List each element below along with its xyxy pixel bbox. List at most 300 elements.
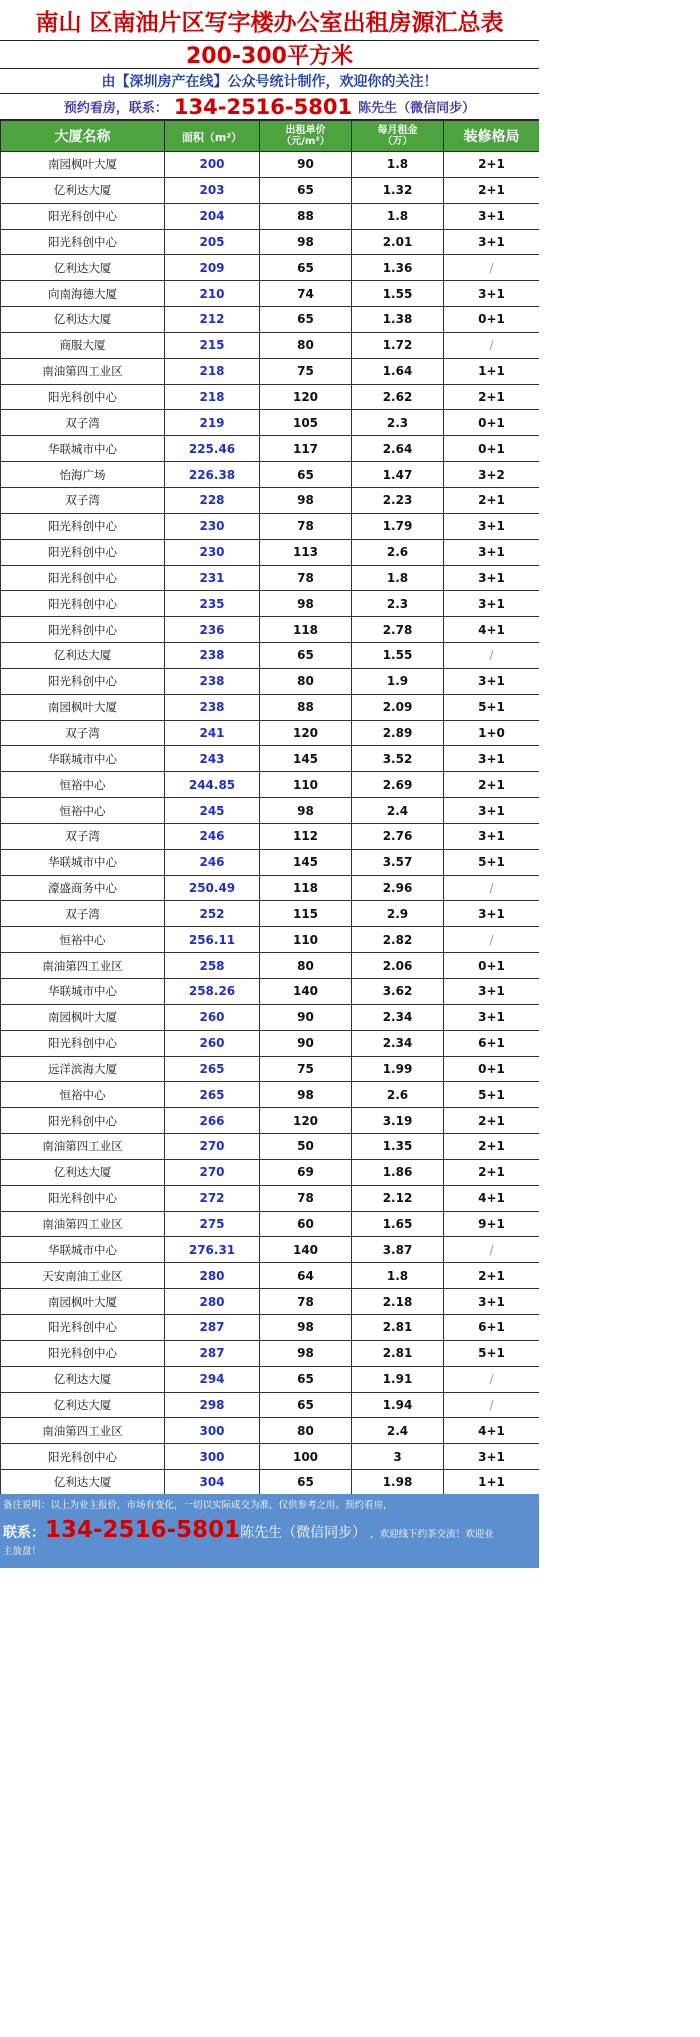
cell-rent: 1.9	[352, 668, 444, 694]
cell-area: 252	[165, 901, 260, 927]
cell-rent: 1.72	[352, 332, 444, 358]
cell-area: 203	[165, 177, 260, 203]
cell-area: 225.46	[165, 436, 260, 462]
cell-name: 华联城市中心	[1, 979, 165, 1005]
footer-contact-label: 联系：	[3, 1525, 45, 1541]
cell-price: 140	[260, 1237, 352, 1263]
cell-rent: 2.81	[352, 1314, 444, 1340]
cell-price: 110	[260, 772, 352, 798]
cell-area: 300	[165, 1444, 260, 1470]
cell-rent: 3.52	[352, 746, 444, 772]
cell-name: 恒裕中心	[1, 798, 165, 824]
cell-layout: 5+1	[444, 1340, 540, 1366]
cell-rent: 2.23	[352, 487, 444, 513]
cell-area: 218	[165, 358, 260, 384]
cell-area: 260	[165, 1030, 260, 1056]
cell-rent: 2.09	[352, 694, 444, 720]
cell-name: 阳光科创中心	[1, 384, 165, 410]
cell-price: 90	[260, 1030, 352, 1056]
cell-rent: 1.98	[352, 1470, 444, 1496]
cell-layout: 3+1	[444, 901, 540, 927]
listing-table	[0, 120, 539, 1496]
cell-area: 218	[165, 384, 260, 410]
cell-price: 98	[260, 1340, 352, 1366]
cell-layout: 2+1	[444, 384, 540, 410]
cell-name: 亿利达大厦	[1, 177, 165, 203]
cell-name: 双子湾	[1, 410, 165, 436]
cell-rent: 3.62	[352, 979, 444, 1005]
cell-rent: 2.34	[352, 1030, 444, 1056]
cell-rent: 1.8	[352, 152, 444, 178]
cell-area: 280	[165, 1289, 260, 1315]
cell-name: 阳光科创中心	[1, 1108, 165, 1134]
cell-rent: 2.9	[352, 901, 444, 927]
cell-name: 商服大厦	[1, 332, 165, 358]
source-row	[0, 69, 539, 94]
subtitle-row	[0, 41, 539, 69]
cell-layout: 3+1	[444, 591, 540, 617]
cell-layout: /	[444, 1392, 540, 1418]
table-row	[1, 1263, 540, 1289]
cell-rent: 2.6	[352, 1082, 444, 1108]
cell-rent: 2.06	[352, 953, 444, 979]
header-layout: 装修格局	[444, 121, 540, 152]
table-row	[1, 849, 540, 875]
cell-layout: 0+1	[444, 953, 540, 979]
table-row	[1, 927, 540, 953]
cell-name: 华联城市中心	[1, 436, 165, 462]
cell-rent: 1.35	[352, 1134, 444, 1160]
table-row	[1, 823, 540, 849]
cell-area: 265	[165, 1056, 260, 1082]
cell-price: 78	[260, 513, 352, 539]
cell-area: 250.49	[165, 875, 260, 901]
cell-layout: 3+1	[444, 746, 540, 772]
cell-rent: 2.6	[352, 539, 444, 565]
table-row	[1, 177, 540, 203]
cell-name: 南油第四工业区	[1, 953, 165, 979]
table-row	[1, 668, 540, 694]
cell-price: 115	[260, 901, 352, 927]
cell-area: 226.38	[165, 462, 260, 488]
table-row	[1, 1340, 540, 1366]
table-row	[1, 332, 540, 358]
cell-price: 145	[260, 746, 352, 772]
cell-name: 南园枫叶大厦	[1, 694, 165, 720]
cell-area: 270	[165, 1134, 260, 1160]
cell-name: 恒裕中心	[1, 927, 165, 953]
table-row	[1, 436, 540, 462]
table-row	[1, 1392, 540, 1418]
cell-layout: 6+1	[444, 1030, 540, 1056]
cell-name: 亿利达大厦	[1, 1470, 165, 1496]
cell-layout: 5+1	[444, 694, 540, 720]
title-district: 南山 区南油片区	[35, 9, 205, 36]
cell-layout: 6+1	[444, 1314, 540, 1340]
cell-price: 80	[260, 332, 352, 358]
cell-layout: 9+1	[444, 1211, 540, 1237]
cell-price: 105	[260, 410, 352, 436]
cell-layout: /	[444, 875, 540, 901]
cell-rent: 2.62	[352, 384, 444, 410]
cell-price: 65	[260, 1392, 352, 1418]
cell-area: 258	[165, 953, 260, 979]
cell-rent: 2.3	[352, 591, 444, 617]
table-row	[1, 1418, 540, 1444]
cell-area: 258.26	[165, 979, 260, 1005]
cell-layout: 3+1	[444, 565, 540, 591]
cell-area: 246	[165, 823, 260, 849]
cell-price: 90	[260, 152, 352, 178]
cell-name: 阳光科创中心	[1, 539, 165, 565]
table-row	[1, 565, 540, 591]
cell-area: 219	[165, 410, 260, 436]
cell-layout: /	[444, 927, 540, 953]
cell-price: 98	[260, 1314, 352, 1340]
cell-rent: 1.79	[352, 513, 444, 539]
cell-price: 113	[260, 539, 352, 565]
cell-name: 阳光科创中心	[1, 1444, 165, 1470]
table-row	[1, 1470, 540, 1496]
cell-rent: 2.82	[352, 927, 444, 953]
cell-layout: 2+1	[444, 772, 540, 798]
cell-name: 亿利达大厦	[1, 643, 165, 669]
cell-area: 231	[165, 565, 260, 591]
cell-area: 304	[165, 1470, 260, 1496]
cell-price: 140	[260, 979, 352, 1005]
table-row	[1, 643, 540, 669]
cell-rent: 1.55	[352, 281, 444, 307]
cell-price: 75	[260, 1056, 352, 1082]
table-row	[1, 1237, 540, 1263]
table-row	[1, 513, 540, 539]
cell-price: 120	[260, 384, 352, 410]
cell-name: 南油第四工业区	[1, 1134, 165, 1160]
cell-area: 260	[165, 1004, 260, 1030]
cell-name: 双子湾	[1, 823, 165, 849]
cell-price: 60	[260, 1211, 352, 1237]
cell-area: 204	[165, 203, 260, 229]
cell-rent: 2.78	[352, 617, 444, 643]
table-row	[1, 307, 540, 333]
table-row	[1, 617, 540, 643]
cell-area: 272	[165, 1185, 260, 1211]
cell-price: 75	[260, 358, 352, 384]
cell-rent: 3	[352, 1444, 444, 1470]
cell-rent: 3.57	[352, 849, 444, 875]
cell-layout: 0+1	[444, 410, 540, 436]
cell-area: 215	[165, 332, 260, 358]
cell-rent: 1.86	[352, 1159, 444, 1185]
cell-price: 69	[260, 1159, 352, 1185]
cell-name: 阳光科创中心	[1, 1030, 165, 1056]
cell-price: 120	[260, 1108, 352, 1134]
cell-layout: 2+1	[444, 1134, 540, 1160]
table-row	[1, 901, 540, 927]
table-row	[1, 875, 540, 901]
cell-name: 阳光科创中心	[1, 1314, 165, 1340]
cell-name: 阳光科创中心	[1, 229, 165, 255]
cell-price: 65	[260, 255, 352, 281]
cell-layout: 2+1	[444, 152, 540, 178]
table-row	[1, 152, 540, 178]
cell-layout: 3+1	[444, 1004, 540, 1030]
cell-price: 88	[260, 694, 352, 720]
cell-name: 南园枫叶大厦	[1, 152, 165, 178]
cell-layout: 0+1	[444, 307, 540, 333]
cell-price: 98	[260, 229, 352, 255]
cell-rent: 2.12	[352, 1185, 444, 1211]
cell-rent: 2.4	[352, 1418, 444, 1444]
table-row	[1, 1444, 540, 1470]
cell-area: 235	[165, 591, 260, 617]
cell-rent: 2.3	[352, 410, 444, 436]
table-row	[1, 462, 540, 488]
cell-layout: 2+1	[444, 1108, 540, 1134]
cell-rent: 2.64	[352, 436, 444, 462]
cell-name: 南园枫叶大厦	[1, 1004, 165, 1030]
cell-price: 65	[260, 177, 352, 203]
cell-price: 65	[260, 1366, 352, 1392]
area-range-subtitle: 200-300平方米	[186, 44, 353, 69]
cell-layout: 3+2	[444, 462, 540, 488]
cell-layout: 3+1	[444, 798, 540, 824]
cell-name: 阳光科创中心	[1, 1185, 165, 1211]
table-row	[1, 539, 540, 565]
table-row	[1, 1211, 540, 1237]
cell-price: 90	[260, 1004, 352, 1030]
cell-layout: 1+1	[444, 358, 540, 384]
cell-name: 亿利达大厦	[1, 1392, 165, 1418]
cell-price: 98	[260, 487, 352, 513]
contact-row	[0, 94, 539, 120]
cell-layout: /	[444, 332, 540, 358]
table-row	[1, 746, 540, 772]
cell-area: 287	[165, 1340, 260, 1366]
cell-layout: 2+1	[444, 1159, 540, 1185]
cell-area: 287	[165, 1314, 260, 1340]
cell-layout: 1+1	[444, 1470, 540, 1496]
cell-name: 双子湾	[1, 487, 165, 513]
cell-rent: 1.64	[352, 358, 444, 384]
cell-layout: 4+1	[444, 1185, 540, 1211]
table-row	[1, 1004, 540, 1030]
cell-price: 65	[260, 1470, 352, 1496]
cell-name: 双子湾	[1, 720, 165, 746]
cell-name: 南油第四工业区	[1, 358, 165, 384]
cell-layout: 1+0	[444, 720, 540, 746]
cell-name: 阳光科创中心	[1, 513, 165, 539]
table-row	[1, 410, 540, 436]
contact-name: 陈先生（微信同步）	[358, 101, 476, 116]
cell-rent: 2.76	[352, 823, 444, 849]
cell-rent: 3.19	[352, 1108, 444, 1134]
cell-layout: 3+1	[444, 281, 540, 307]
cell-area: 300	[165, 1418, 260, 1444]
table-row	[1, 229, 540, 255]
table-row	[1, 1082, 540, 1108]
table-row	[1, 720, 540, 746]
cell-area: 209	[165, 255, 260, 281]
table-row	[1, 1185, 540, 1211]
table-row	[1, 358, 540, 384]
table-row	[1, 772, 540, 798]
cell-layout: 3+1	[444, 1289, 540, 1315]
cell-rent: 2.18	[352, 1289, 444, 1315]
cell-name: 南油第四工业区	[1, 1211, 165, 1237]
cell-area: 238	[165, 694, 260, 720]
cell-name: 怡海广场	[1, 462, 165, 488]
table-row	[1, 1366, 540, 1392]
cell-price: 110	[260, 927, 352, 953]
cell-area: 243	[165, 746, 260, 772]
cell-rent: 1.8	[352, 1263, 444, 1289]
cell-layout: 2+1	[444, 487, 540, 513]
cell-layout: 3+1	[444, 203, 540, 229]
cell-rent: 3.87	[352, 1237, 444, 1263]
header-unit-price: 出租单价 （元/m²）	[260, 121, 352, 152]
cell-rent: 2.01	[352, 229, 444, 255]
cell-area: 276.31	[165, 1237, 260, 1263]
cell-layout: 3+1	[444, 1444, 540, 1470]
cell-rent: 1.8	[352, 565, 444, 591]
table-row	[1, 798, 540, 824]
cell-price: 117	[260, 436, 352, 462]
table-row	[1, 1159, 540, 1185]
cell-price: 64	[260, 1263, 352, 1289]
table-row	[1, 1134, 540, 1160]
title-main: 写字楼办公室出租房源汇总表	[204, 9, 504, 36]
cell-price: 74	[260, 281, 352, 307]
cell-rent: 1.99	[352, 1056, 444, 1082]
cell-name: 南油第四工业区	[1, 1418, 165, 1444]
header-monthly-rent: 每月租金 （万）	[352, 121, 444, 152]
cell-price: 145	[260, 849, 352, 875]
table-row	[1, 953, 540, 979]
table-row	[1, 281, 540, 307]
cell-layout: 5+1	[444, 849, 540, 875]
cell-layout: 3+1	[444, 229, 540, 255]
source-credit: 由【深圳房产在线】公众号统计制作，欢迎你的关注！	[101, 74, 438, 90]
cell-layout: 4+1	[444, 1418, 540, 1444]
cell-layout: 2+1	[444, 1263, 540, 1289]
cell-area: 244.85	[165, 772, 260, 798]
cell-area: 266	[165, 1108, 260, 1134]
cell-area: 230	[165, 539, 260, 565]
cell-price: 65	[260, 462, 352, 488]
cell-rent: 2.69	[352, 772, 444, 798]
cell-layout: /	[444, 643, 540, 669]
cell-layout: /	[444, 1366, 540, 1392]
cell-area: 280	[165, 1263, 260, 1289]
listing-body	[1, 152, 540, 1496]
footer-note: 备注说明：以上为业主报价，市场有变化，一切以实际成交为准，仅供参考之用。预约看房，	[3, 1500, 393, 1511]
cell-rent: 2.89	[352, 720, 444, 746]
cell-name: 向南海德大厦	[1, 281, 165, 307]
cell-price: 118	[260, 875, 352, 901]
footer-welcome: ，欢迎线下约茶交流！欢迎业	[370, 1529, 494, 1540]
cell-rent: 2.81	[352, 1340, 444, 1366]
cell-name: 亿利达大厦	[1, 307, 165, 333]
cell-name: 恒裕中心	[1, 772, 165, 798]
contact-label: 预约看房，联系：	[63, 101, 168, 116]
cell-area: 200	[165, 152, 260, 178]
cell-layout: 4+1	[444, 617, 540, 643]
cell-name: 远洋滨海大厦	[1, 1056, 165, 1082]
cell-area: 256.11	[165, 927, 260, 953]
cell-price: 80	[260, 953, 352, 979]
cell-area: 228	[165, 487, 260, 513]
cell-price: 78	[260, 1289, 352, 1315]
cell-rent: 1.32	[352, 177, 444, 203]
footer	[0, 1494, 539, 1568]
cell-area: 205	[165, 229, 260, 255]
cell-name: 阳光科创中心	[1, 565, 165, 591]
table-row	[1, 1030, 540, 1056]
table-row	[1, 1314, 540, 1340]
cell-price: 120	[260, 720, 352, 746]
cell-area: 246	[165, 849, 260, 875]
footer-contact-line	[0, 1517, 539, 1543]
cell-name: 阳光科创中心	[1, 203, 165, 229]
footer-phone: 134-2516-5801	[45, 1517, 241, 1543]
table-row	[1, 1056, 540, 1082]
table-row	[1, 1289, 540, 1315]
cell-area: 236	[165, 617, 260, 643]
table-row	[1, 1108, 540, 1134]
cell-name: 华联城市中心	[1, 746, 165, 772]
cell-area: 270	[165, 1159, 260, 1185]
cell-price: 80	[260, 668, 352, 694]
table-row	[1, 255, 540, 281]
cell-rent: 2.4	[352, 798, 444, 824]
header-area: 面积（m²）	[165, 121, 260, 152]
cell-price: 118	[260, 617, 352, 643]
cell-area: 245	[165, 798, 260, 824]
footer-contact-name: 陈先生（微信同步）	[240, 1525, 367, 1541]
cell-name: 天安南油工业区	[1, 1263, 165, 1289]
table-row	[1, 203, 540, 229]
cell-layout: 3+1	[444, 823, 540, 849]
cell-layout: /	[444, 255, 540, 281]
cell-area: 275	[165, 1211, 260, 1237]
cell-area: 265	[165, 1082, 260, 1108]
cell-price: 100	[260, 1444, 352, 1470]
table-row	[1, 384, 540, 410]
cell-price: 98	[260, 1082, 352, 1108]
contact-phone: 134-2516-5801	[173, 94, 353, 119]
table-row	[1, 979, 540, 1005]
cell-price: 98	[260, 591, 352, 617]
cell-name: 双子湾	[1, 901, 165, 927]
cell-rent: 1.8	[352, 203, 444, 229]
cell-layout: 3+1	[444, 513, 540, 539]
cell-price: 78	[260, 1185, 352, 1211]
cell-name: 亿利达大厦	[1, 1159, 165, 1185]
cell-name: 亿利达大厦	[1, 255, 165, 281]
cell-price: 78	[260, 565, 352, 591]
cell-name: 阳光科创中心	[1, 668, 165, 694]
cell-rent: 2.96	[352, 875, 444, 901]
cell-name: 华联城市中心	[1, 1237, 165, 1263]
cell-price: 112	[260, 823, 352, 849]
table-row	[1, 694, 540, 720]
table-row	[1, 487, 540, 513]
cell-name: 南园枫叶大厦	[1, 1289, 165, 1315]
cell-layout: 3+1	[444, 539, 540, 565]
cell-rent: 1.91	[352, 1366, 444, 1392]
title-row	[0, 0, 539, 41]
